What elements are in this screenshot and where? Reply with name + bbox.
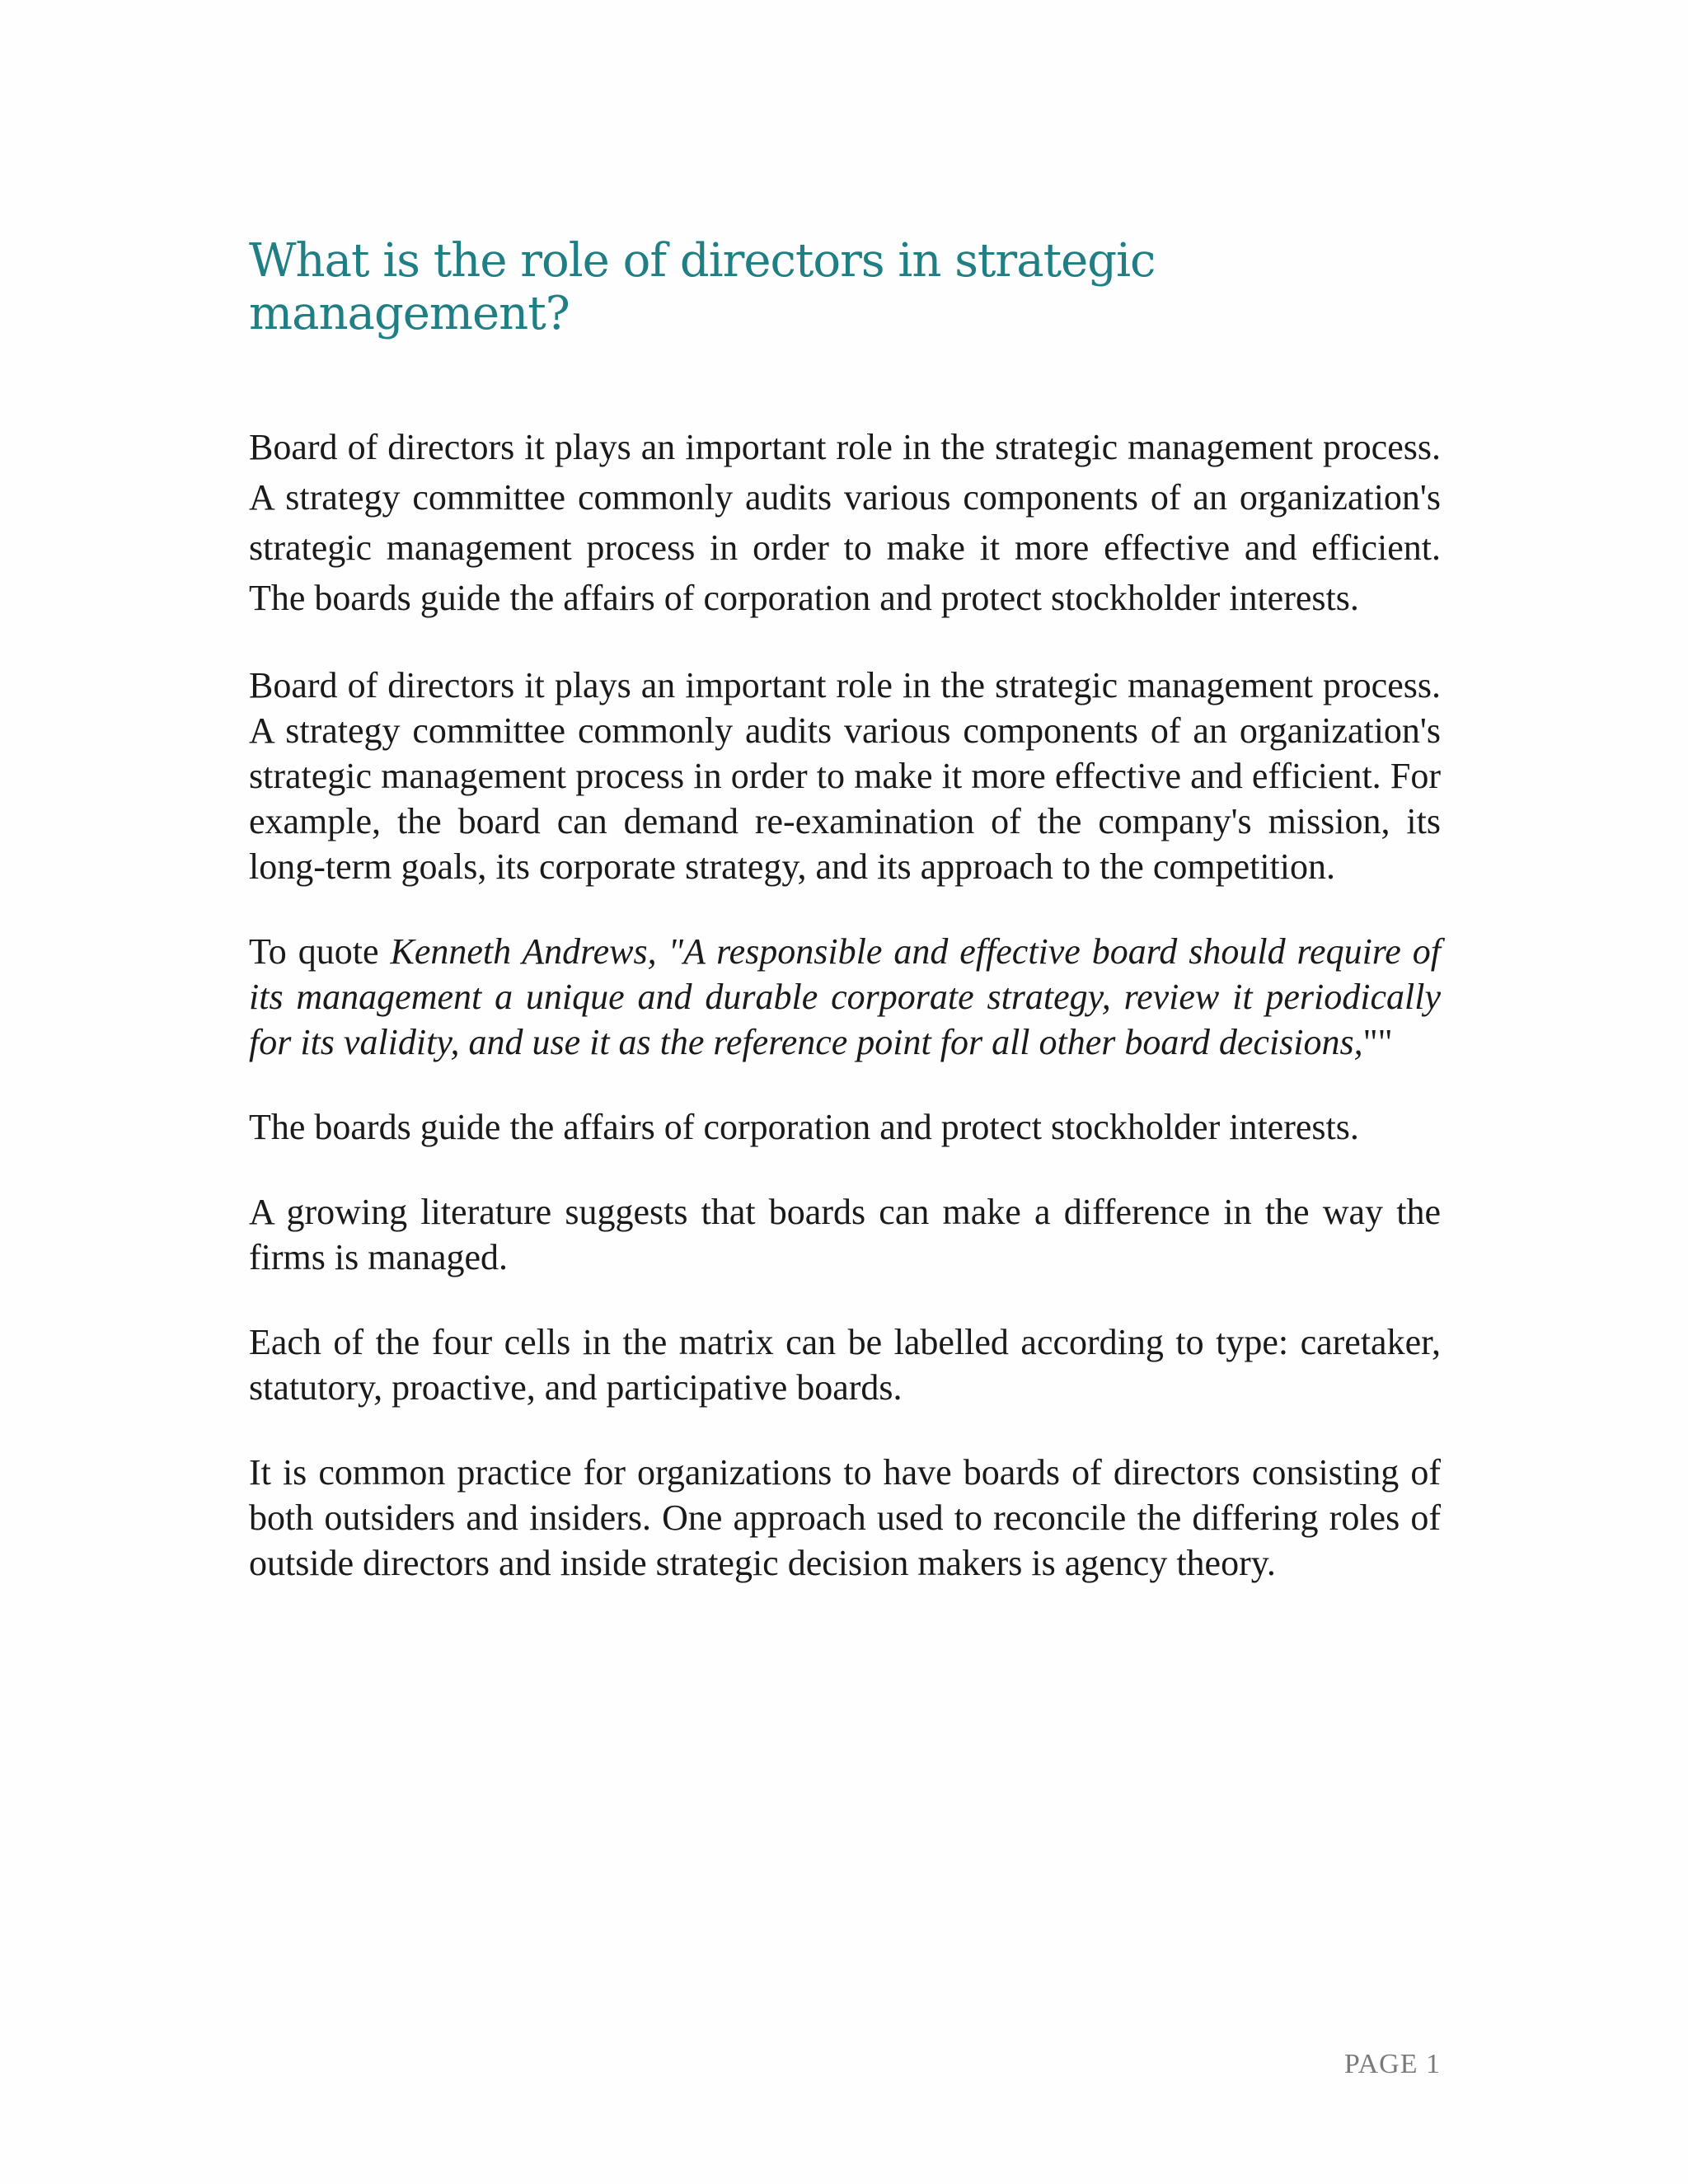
document-body — [249, 235, 1441, 1625]
quote-paragraph — [249, 929, 1441, 1065]
quote-intro: To quote — [249, 930, 391, 972]
paragraph: A growing literature suggests that boards can make a difference in the way the firms is managed. — [249, 1191, 1441, 1277]
quote-closing: "" — [1362, 1021, 1393, 1062]
paragraph: Board of directors it plays an important role in the strategic management process. A strategy committee commonly audits various components of an organization's strategic management process in order to make it more effective and efficient. For example, the board can demand re-examination of the company's mission, its long-term goals, its corporate strategy, and its approach to the competition. — [249, 664, 1441, 887]
page-title: What is the role of directors in strategic management? — [249, 234, 1156, 341]
paragraph: It is common practice for organizations to have boards of directors consisting of both outsiders and insiders. One approach used to reconcile the differing roles of outside directors and inside strategic decision makers is agency theory. — [249, 1451, 1441, 1583]
paragraph: Board of directors it plays an important role in the strategic management process. A strategy committee commonly audits various components of an organization's strategic management process in order to make it more effective and efficient. The boards guide the affairs of corporation and protect stockholder interests. — [249, 426, 1441, 618]
paragraph: The boards guide the affairs of corporation and protect stockholder interests. — [249, 1106, 1359, 1147]
quote-text: Kenneth Andrews, "A responsible and effective board should require of its management a unique and durable corporate strategy, review it periodically for its validity, and use it as the reference point for all other board decisions, — [249, 930, 1441, 1062]
page-number: PAGE 1 — [1343, 2049, 1441, 2079]
paragraph: Each of the four cells in the matrix can be labelled according to type: caretaker, statutory, proactive, and participative boards. — [249, 1321, 1441, 1408]
